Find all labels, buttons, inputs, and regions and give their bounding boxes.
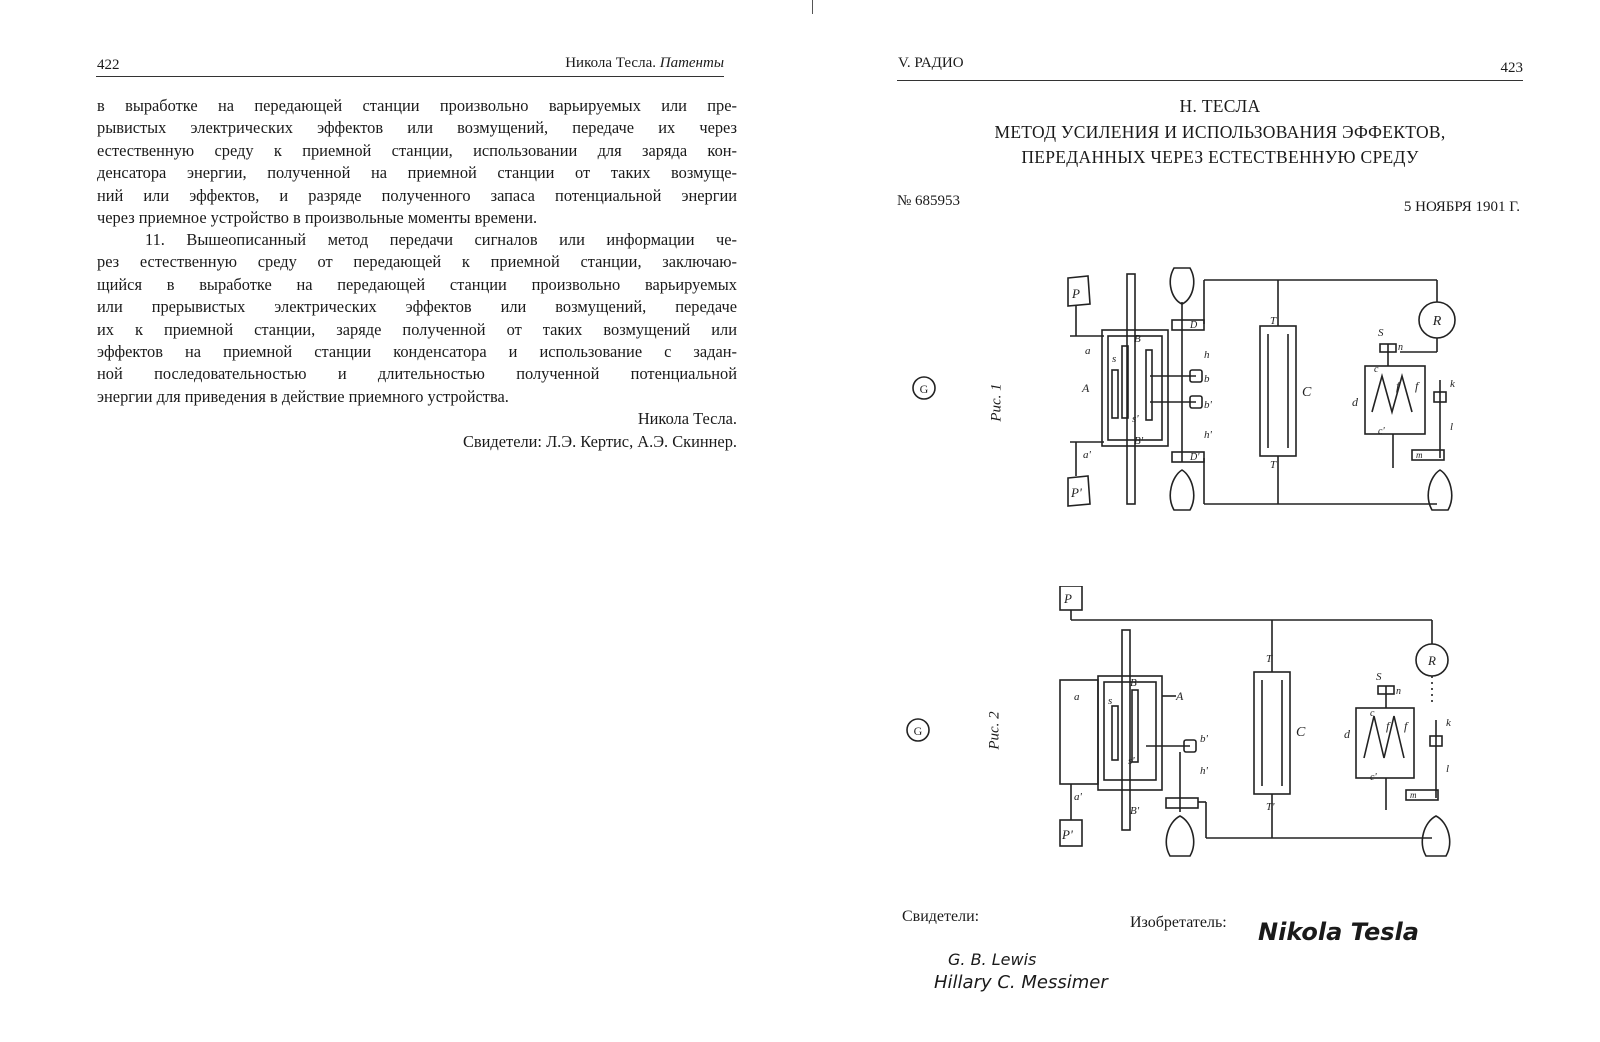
figure-1-caption: Рис. 1 <box>988 383 1005 422</box>
label-C: C <box>1302 385 1312 400</box>
witnesses-label: Свидетели: <box>902 908 980 925</box>
paragraph-line: рывистых электрических эффектов или возмущений, передаче их через <box>97 118 737 138</box>
label-b-prime: b' <box>1200 733 1208 745</box>
label-l: l <box>1450 421 1454 433</box>
patent-date: 5 НОЯБРЯ 1901 Г. <box>1403 199 1520 215</box>
label-h-prime: h' <box>1200 765 1208 777</box>
label-B: B <box>1134 333 1141 345</box>
label-f-2: f <box>1415 379 1419 393</box>
label-c-prime: c' <box>1378 426 1385 437</box>
relay-coil <box>1364 716 1404 758</box>
paragraph-line: ной последовательностью и длительностью полученной потенциальной <box>97 364 737 384</box>
label-T-prime: T' <box>1270 459 1279 471</box>
label-b-prime: b' <box>1204 399 1212 411</box>
label-T: T <box>1266 653 1273 665</box>
label-s: s <box>1108 695 1113 707</box>
inventor-label: Изобретатель: <box>1130 914 1227 931</box>
paragraph-line: щийся в выработке на передающей станции произвольно варьируемых <box>97 274 737 294</box>
label-R: R <box>1428 653 1436 668</box>
paragraph-line: 11. Вышеописанный метод передачи сигналов или информации че- <box>145 230 737 249</box>
paragraph-line: энергии для приведения в действие приемного устройства. <box>97 386 509 406</box>
plate-p-prime-label: P' <box>1071 485 1082 500</box>
handle-bottom <box>1166 816 1193 856</box>
plate-p-label: P <box>1064 591 1072 606</box>
label-a-prime: a' <box>1074 791 1082 803</box>
handle-top <box>1170 268 1193 304</box>
label-A: A <box>1082 381 1090 395</box>
segment-left <box>1112 370 1118 418</box>
label-a: a <box>1074 691 1080 703</box>
figure-2-diagram <box>896 586 1536 866</box>
paragraph-line: естественную среду к приемной станции, использовании для заряда кон- <box>97 140 737 160</box>
title-author: Н. ТЕСЛА <box>1179 96 1261 116</box>
shaft <box>1122 630 1130 830</box>
label-D: D <box>1190 320 1198 331</box>
right-page-number: 423 <box>1500 60 1523 76</box>
paragraph-line: через приемное устройство в произвольные моменты времени. <box>97 208 538 228</box>
label-A: A <box>1176 689 1184 703</box>
plate-p-label: P <box>1072 286 1080 301</box>
signoff: Никола Тесла. <box>637 409 737 429</box>
label-k: k <box>1446 717 1451 729</box>
title-line-1: МЕТОД УСИЛЕНИЯ И ИСПОЛЬЗОВАНИЯ ЭФФЕКТОВ, <box>994 122 1446 142</box>
label-S: S <box>1378 327 1384 339</box>
label-s: s <box>1112 353 1117 365</box>
left-page-number: 422 <box>97 57 120 73</box>
label-c-prime: c' <box>1370 772 1377 783</box>
paragraph-2 <box>97 229 737 453</box>
running-head-author: Никола Тесла. <box>565 55 656 71</box>
label-m: m <box>1416 450 1423 460</box>
paragraph-line: ний или эффектов, и разряде полученного запаса потенциальной энергии <box>97 185 737 205</box>
label-f: f <box>1386 719 1390 733</box>
label-d: d <box>1352 395 1358 409</box>
label-D-prime: D' <box>1190 452 1200 463</box>
patent-number: № 685953 <box>897 193 961 209</box>
left-running-head <box>565 55 724 72</box>
label-a-prime: a' <box>1083 449 1091 461</box>
label-T: T <box>1270 315 1277 327</box>
label-c: c <box>1374 364 1379 375</box>
figure-2-caption: Рис. 2 <box>986 711 1003 750</box>
label-s-prime: s' <box>1128 755 1135 767</box>
label-b: b <box>1204 373 1210 385</box>
label-k: k <box>1450 378 1455 390</box>
label-m: m <box>1410 790 1417 800</box>
plate-p-prime-label: P' <box>1062 827 1073 842</box>
label-a: a <box>1085 345 1091 357</box>
segment-left <box>1112 706 1118 760</box>
paragraph-line: или прерывистых электрических эффектов или возмущений, передаче <box>97 297 737 317</box>
witness-signature-2: Hillary C. Messimer <box>934 972 1108 993</box>
segment-right <box>1132 690 1138 762</box>
label-h-prime: h' <box>1204 429 1212 441</box>
paragraph-line: рез естественную среду от передающей к приемной станции, заключаю- <box>97 252 737 272</box>
condenser <box>1254 672 1290 794</box>
generator-label: G <box>919 382 929 396</box>
label-n: n <box>1398 342 1403 353</box>
handle-bottom <box>1170 470 1193 510</box>
label-l: l <box>1446 763 1450 775</box>
label-B: B <box>1130 677 1137 689</box>
condenser <box>1260 326 1296 456</box>
label-T-prime: T' <box>1266 801 1275 813</box>
section-head: V. РАДИО <box>898 55 964 71</box>
right-header-rule <box>897 80 1523 81</box>
paragraph-line: в выработке на передающей станции произвольно варьируемых или пре- <box>97 96 737 115</box>
title-line-2: ПЕРЕДАННЫХ ЧЕРЕЗ ЕСТЕСТВЕННУЮ СРЕДУ <box>1021 147 1419 167</box>
witness-signature-1: G. B. Lewis <box>948 950 1037 969</box>
inventor-signature: Nikola Tesla <box>1258 918 1419 946</box>
label-h: h <box>1204 349 1210 361</box>
figure-1-diagram <box>900 262 1540 522</box>
label-n: n <box>1396 686 1401 697</box>
adjuster-handle <box>1422 816 1449 856</box>
label-s-prime: s' <box>1132 413 1139 425</box>
label-C: C <box>1296 725 1306 740</box>
label-c: c <box>1370 708 1375 719</box>
generator-label: G <box>913 724 923 738</box>
label-f-2: f <box>1404 719 1408 733</box>
label-B-prime: B' <box>1134 435 1144 447</box>
paragraph-1 <box>97 95 737 229</box>
label-S: S <box>1376 671 1382 683</box>
label-R: R <box>1432 314 1442 329</box>
label-d: d <box>1344 727 1350 741</box>
label-B-prime: B' <box>1130 805 1140 817</box>
paragraph-line: их к приемной станции, заряде полученной от таких возмущений или <box>97 319 737 339</box>
segment-right <box>1146 350 1152 420</box>
running-head-book: Патенты <box>659 55 724 71</box>
witnesses-line: Свидетели: Л.Э. Кертис, А.Э. Скиннер. <box>462 431 737 451</box>
right-page <box>800 0 1600 1042</box>
paragraph-line: денсатора энергии, полученной на приемной станции от таких возмуще- <box>97 163 737 183</box>
relay-coil <box>1372 376 1412 412</box>
paragraph-line: эффектов на приемной станции конденсатора и использование с задан- <box>97 342 737 362</box>
left-header-rule <box>96 76 724 77</box>
label-f: f <box>1396 379 1400 393</box>
